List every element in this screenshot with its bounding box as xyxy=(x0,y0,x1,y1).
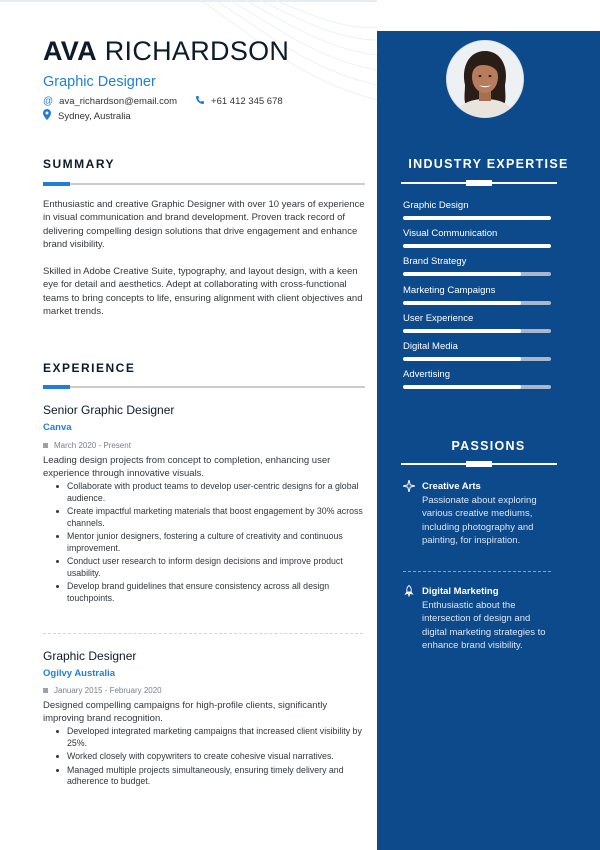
job-dates xyxy=(43,441,131,450)
skill-level-bar xyxy=(403,329,551,333)
skill-label: Graphic Design xyxy=(403,200,469,211)
dates-text: January 2015 - February 2020 xyxy=(54,686,162,695)
list-item: Create impactful marketing materials that boost engagement by 30% across channels. xyxy=(55,506,367,529)
first-name: AVA xyxy=(43,36,97,66)
job-separator xyxy=(43,633,363,634)
summary-heading: SUMMARY xyxy=(43,157,116,171)
skill-level-bar xyxy=(403,357,551,361)
passion-separator xyxy=(403,571,551,572)
list-item: Develop brand guidelines that ensure consistency across all design touchpoints. xyxy=(55,581,367,604)
divider-knob xyxy=(466,180,492,186)
skill-level-bar xyxy=(403,385,551,389)
skill-label: Digital Media xyxy=(403,341,458,352)
location-pin-icon xyxy=(43,109,51,123)
sparkle-icon xyxy=(403,480,415,495)
job-dates xyxy=(43,686,162,695)
job-title: Senior Graphic Designer xyxy=(43,403,175,417)
skill-level-bar xyxy=(403,272,551,276)
skill-level-fill xyxy=(403,301,521,305)
passions-divider xyxy=(401,463,557,465)
phone-icon xyxy=(195,95,205,108)
skill-label: Marketing Campaigns xyxy=(403,284,496,296)
email-text: ava_richardson@email.com xyxy=(59,96,178,107)
summary-divider xyxy=(43,183,365,185)
job-headline: Graphic Designer xyxy=(43,74,156,90)
passion-text: Passionate about exploring various creative mediums, including photography and painting, for inspiration. xyxy=(422,495,537,546)
skill-level-fill xyxy=(403,357,521,361)
skill-label: Brand Strategy xyxy=(403,256,467,268)
skill-level-bar xyxy=(403,301,551,305)
expertise-heading: INDUSTRY EXPERTISE xyxy=(408,157,569,171)
email-item[interactable] xyxy=(43,96,177,107)
job-description: Leading design projects from concept to completion, enhancing user experience through innovative visuals. xyxy=(43,455,331,480)
skill-level-fill xyxy=(403,244,551,248)
phone-item[interactable] xyxy=(195,95,283,108)
job-title: Graphic Designer xyxy=(43,649,137,663)
job-bullets xyxy=(55,726,367,790)
portrait-image xyxy=(447,41,523,117)
divider-accent xyxy=(43,182,70,186)
avatar xyxy=(446,40,524,118)
skill-level-fill xyxy=(403,385,521,389)
passion-title: Digital Marketing xyxy=(422,586,499,597)
divider-knob xyxy=(466,461,492,467)
job-bullets xyxy=(55,481,367,606)
calendar-icon xyxy=(43,443,48,448)
passion-title: Creative Arts xyxy=(422,481,481,492)
skill-label: Visual Communication xyxy=(403,228,498,240)
list-item: Developed integrated marketing campaigns that increased client visibility by 25%. xyxy=(55,726,367,749)
list-item: Worked closely with copywriters to create cohesive visual narratives. xyxy=(55,751,367,763)
passion-text: Enthusiastic about the intersection of design and digital marketing strategies to enhance brand visibility. xyxy=(422,600,546,651)
job-description: Designed compelling campaigns for high-profile clients, significantly improving brand recognition. xyxy=(43,700,328,725)
list-item: Conduct user research to inform design decisions and improve product usability. xyxy=(55,556,367,579)
location-text: Sydney, Australia xyxy=(58,110,131,122)
skill-level-fill xyxy=(403,216,551,220)
skill-level-fill xyxy=(403,272,521,276)
expertise-divider xyxy=(401,182,557,184)
summary-paragraph-2: Skilled in Adobe Creative Suite, typography, and layout design, with a keen eye for detail and aesthetics. Adept at collaborating with cross-functional teams to bring concepts to life, ensuring alignment with client objectives and market trends. xyxy=(43,266,363,317)
company-name[interactable]: Ogilvy Australia xyxy=(43,668,115,679)
list-item: Mentor junior designers, fostering a culture of creativity and continuous improvement. xyxy=(55,531,367,554)
skill-level-bar xyxy=(403,216,551,220)
candidate-name xyxy=(43,36,289,67)
experience-heading: EXPERIENCE xyxy=(43,361,136,375)
last-name: RICHARDSON xyxy=(104,36,290,66)
experience-divider xyxy=(43,386,365,388)
rocket-icon xyxy=(403,585,415,600)
contact-line xyxy=(43,95,297,108)
list-item: Managed multiple projects simultaneously, ensuring timely delivery and adherence to budget. xyxy=(55,765,367,788)
dates-text: March 2020 - Present xyxy=(54,441,131,450)
skill-label: User Experience xyxy=(403,312,474,324)
calendar-icon xyxy=(43,688,48,693)
list-item: Collaborate with product teams to develop user-centric designs for a global audience. xyxy=(55,481,367,504)
summary-paragraph-1: Enthusiastic and creative Graphic Designer with over 10 years of experience in visual communication and brand development. Proven track record of delivering compelling design solutions that drive engagement and enhance brand visibility. xyxy=(43,199,365,250)
skill-label: Advertising xyxy=(403,369,450,381)
location-line xyxy=(43,109,131,123)
phone-text: +61 412 345 678 xyxy=(211,96,283,107)
sidebar-top-gap xyxy=(377,0,600,31)
divider-accent xyxy=(43,385,70,389)
passions-heading: PASSIONS xyxy=(451,439,526,453)
at-icon: @ xyxy=(43,96,54,107)
skill-level-fill xyxy=(403,329,521,333)
sidebar xyxy=(377,0,600,850)
company-name[interactable]: Canva xyxy=(43,422,72,433)
skill-level-bar xyxy=(403,244,551,248)
